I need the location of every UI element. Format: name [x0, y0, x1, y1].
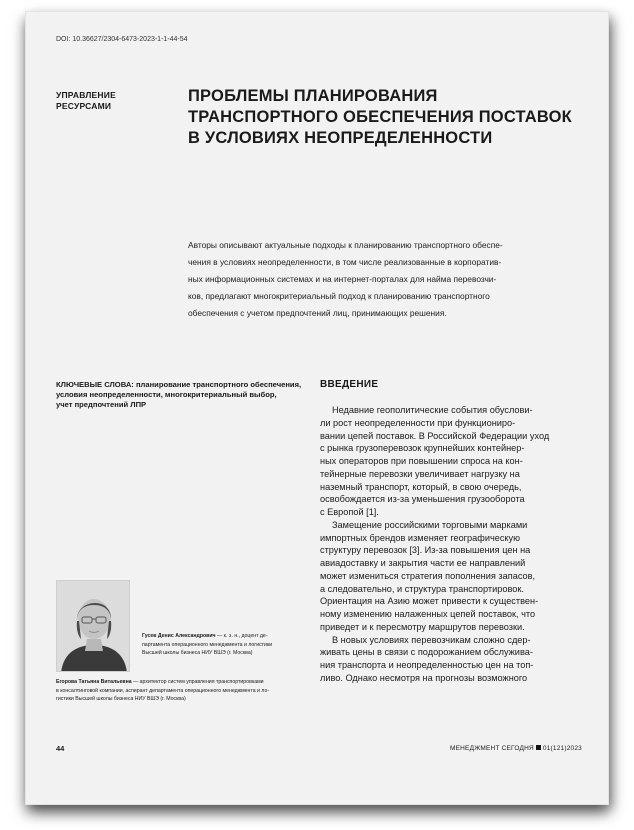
body-line: ли рост неопределенности при функциониро- [320, 417, 516, 428]
body-line: Ориентация на Азию может привести к существен- [320, 596, 539, 607]
body-line: а следовательно, и структура транспортировок. [320, 583, 524, 594]
body-line: освобождается из-за уменьшения грузооборота [320, 494, 525, 505]
body-line: с рынка грузоперевозок крупнейших контейнер- [320, 443, 525, 454]
journal-name: МЕНЕДЖМЕНТ СЕГОДНЯ [450, 745, 534, 752]
body-line: вании цепей поставок. В Российской Федерации уход [320, 430, 550, 441]
title-line: ПРОБЛЕМЫ ПЛАНИРОВАНИЯ [188, 87, 438, 105]
title-line: ТРАНСПОРТНОГО ОБЕСПЕЧЕНИЯ ПОСТАВОК [188, 108, 572, 126]
doi-label: DOI: 10.36627/2304-6473-2023-1-1-44-54 [56, 36, 188, 43]
author-2-line: в консалтинговой компании, аспирант департамента операционного менеджмента и ло- [56, 687, 270, 694]
author-2-bio [56, 678, 316, 704]
body-line: авиадоставку и закрытия части ее направлений [320, 558, 526, 568]
keywords-line: учет предпочтений ЛПР [56, 400, 147, 409]
body-line: живать цены в связи с подорожанием обслужива- [320, 647, 533, 658]
author-photo [56, 580, 130, 672]
portrait-image [57, 581, 130, 672]
article-title [188, 86, 572, 149]
section-line: РЕСУРСАМИ [56, 101, 112, 111]
abstract-line: ков, предлагают многокритериальный подход к планированию транспортного [188, 291, 490, 301]
body-line: В новых условиях перевозчикам сложно сдер- [332, 634, 531, 645]
page-number: 44 [56, 744, 65, 753]
author-1-role: — к. э. н., доцент де- [215, 633, 268, 639]
body-line: приведет и к пересмотру маршрутов перевозки. [320, 621, 525, 632]
keywords [56, 380, 306, 410]
journal-issue: 01(121)2023 [542, 745, 582, 752]
author-1-line: Высшей школы бизнеса НИУ ВШЭ (г. Москва) [142, 650, 253, 656]
body-line: ния транспорта и неопределенностью цен на топ- [320, 660, 534, 670]
body-line: ливо. Однако несмотря на прогнозы возможного [320, 672, 528, 683]
author-2-role: — архитектор систем управления транспортировками [131, 679, 264, 685]
body-line: с Европой [1]. [320, 507, 379, 517]
author-1-name: Гусев Денис Александрович [142, 633, 216, 639]
section-line: УПРАВЛЕНИЕ [56, 90, 116, 100]
author-2-line: гистики Высшей школы бизнеса НИУ ВШЭ (г. Москва) [56, 696, 186, 702]
body-line: структуру перевозок [3]. Из-за повышения цен на [320, 545, 531, 556]
abstract-line: ных информационных системах и на интернет-порталах для найма перевозчи- [188, 274, 497, 284]
title-line: В УСЛОВИЯХ НЕОПРЕДЕЛЕННОСТИ [188, 129, 493, 147]
body-line: может измениться стратегия пополнения запасов, [320, 570, 536, 581]
keywords-line: КЛЮЧЕВЫЕ СЛОВА: планирование транспортного обеспечения, [56, 380, 302, 389]
body-line: Недавние геополитические события обуслови- [332, 405, 533, 415]
body-line: тейнерные перевозки увеличивает нагрузку на [320, 468, 520, 479]
journal-page [26, 12, 608, 804]
keywords-line: условия неопределенности, многокритериальный выбор, [56, 390, 277, 399]
square-separator-icon [536, 745, 541, 750]
abstract-line: обеспечения с учетом предпочтений лиц, принимающих решения. [188, 308, 447, 318]
abstract-line: чения в условиях неопределенности, в том числе реализованные в корпоратив- [188, 257, 502, 267]
author-2-name: Егорова Татьяна Витальевна [56, 679, 132, 685]
journal-footer [450, 745, 582, 752]
introduction-heading: ВВЕДЕНИЕ [320, 379, 379, 390]
body-line: ному изменению налаженных цепей поставок, что [320, 609, 536, 619]
body-line: наземный транспорт, который, в свою очередь, [320, 481, 522, 492]
section-label [56, 90, 166, 112]
body-line: Замещение российскими торговыми марками [332, 519, 528, 530]
abstract [188, 237, 568, 322]
body-line: ных операторов при повышении спроса на кон- [320, 456, 523, 466]
abstract-line: Авторы описывают актуальные подходы к планированию транспортного обеспе- [188, 240, 503, 250]
introduction-body [320, 404, 570, 685]
author-1-line: партамента операционного менеджмента и логистики [142, 641, 273, 648]
author-1-bio [142, 632, 310, 658]
body-line: импортных брендов изменяет географическую [320, 532, 521, 543]
